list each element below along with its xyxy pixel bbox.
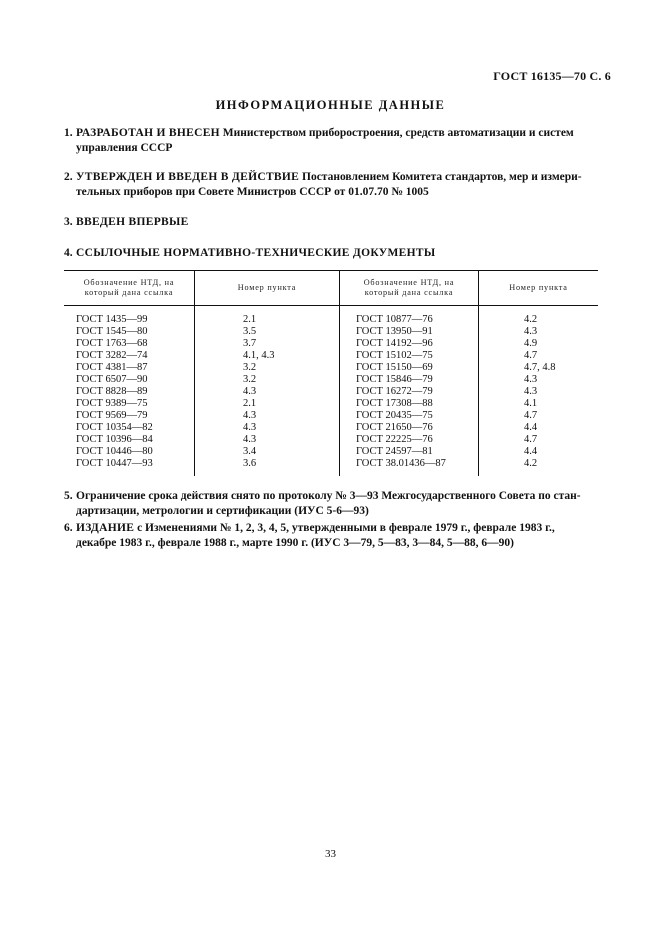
- cell-document: ГОСТ 16272—79: [340, 386, 479, 398]
- item-lead: РАЗРАБОТАН И ВНЕСЕН: [76, 127, 220, 139]
- item-number: 2.: [64, 171, 73, 183]
- item-number: 5.: [64, 490, 73, 502]
- cell-document: ГОСТ 24597—81: [340, 446, 479, 458]
- info-item-1: [64, 126, 604, 156]
- table-row: [64, 398, 598, 410]
- info-item-3: [64, 215, 604, 230]
- table-row: [64, 458, 598, 470]
- item-lead: ССЫЛОЧНЫЕ НОРМАТИВНО-ТЕХНИЧЕСКИЕ ДОКУМЕНТЫ: [76, 247, 436, 259]
- info-item-6: [64, 521, 604, 551]
- cell-document: ГОСТ 1763—68: [64, 338, 195, 350]
- cell-point: 4.7, 4.8: [524, 362, 556, 373]
- cell-document: ГОСТ 3282—74: [64, 350, 195, 362]
- item-number: 3.: [64, 216, 73, 228]
- cell-document: ГОСТ 15102—75: [340, 350, 479, 362]
- cell-point: 4.7: [524, 350, 538, 361]
- cell-document: ГОСТ 9389—75: [64, 398, 195, 410]
- item-number: 1.: [64, 127, 73, 139]
- ntd-reference-table: [64, 270, 598, 476]
- document-code: ГОСТ 16135—70 С. 6: [493, 69, 611, 83]
- item-continuation: дартизации, метрологии и сертификации (ИУС 5-6—93): [76, 505, 369, 517]
- cell-document: ГОСТ 20435—75: [340, 410, 479, 422]
- table-row: [64, 386, 598, 398]
- cell-document: ГОСТ 17308—88: [340, 398, 479, 410]
- cell-point: 4.1: [524, 398, 538, 409]
- table-spacer-row: [64, 470, 598, 476]
- item-lead: ВВЕДЕН ВПЕРВЫЕ: [76, 216, 189, 228]
- cell-point: 4.3: [195, 422, 340, 434]
- table-body: [64, 306, 598, 477]
- page-number: 33: [325, 848, 336, 860]
- cell-point: 3.4: [195, 446, 340, 458]
- cell-document: ГОСТ 6507—90: [64, 374, 195, 386]
- table-row: [64, 434, 598, 446]
- cell-point: 4.3: [524, 326, 538, 337]
- item-continuation: декабре 1983 г., феврале 1988 г., марте 1990 г. (ИУС 3—79, 5—83, 3—84, 5—88, 6—90): [76, 537, 514, 549]
- item-lead: УТВЕРЖДЕН И ВВЕДЕН В ДЕЙСТВИЕ: [76, 171, 300, 183]
- cell-document: ГОСТ 10877—76: [340, 306, 479, 327]
- table-row: [64, 326, 598, 338]
- cell-document: ГОСТ 10354—82: [64, 422, 195, 434]
- cell-document: ГОСТ 4381—87: [64, 362, 195, 374]
- info-item-4: [64, 246, 604, 261]
- cell-point: 4.7: [524, 434, 538, 445]
- item-number: 6.: [64, 522, 73, 534]
- cell-document: ГОСТ 22225—76: [340, 434, 479, 446]
- item-text: Министерством приборостроения, средств автоматизации и систем: [219, 127, 574, 139]
- cell-point: 4.4: [524, 446, 538, 457]
- item-text: с Изменениями № 1, 2, 3, 4, 5, утвержденными в феврале 1979 г., феврале 1983 г.,: [134, 522, 555, 534]
- table-row: [64, 338, 598, 350]
- cell-point: 3.6: [195, 458, 340, 470]
- cell-point: 4.9: [524, 338, 538, 349]
- item-text: Постановлением Комитета стандартов, мер и измери-: [299, 171, 582, 183]
- cell-document: ГОСТ 38.01436—87: [340, 458, 479, 470]
- cell-point: 3.2: [195, 362, 340, 374]
- item-text: Ограничение срока действия снято по протоколу № 3—93 Межгосударственного Совета по стан-: [76, 490, 581, 502]
- cell-document: ГОСТ 15150—69: [340, 362, 479, 374]
- table-header-row: [64, 271, 598, 306]
- table-row: [64, 410, 598, 422]
- table-row: [64, 446, 598, 458]
- cell-document: ГОСТ 1545—80: [64, 326, 195, 338]
- cell-point: 2.1: [195, 398, 340, 410]
- item-lead: ИЗДАНИЕ: [76, 522, 135, 534]
- info-item-2: [64, 170, 604, 200]
- item-continuation: тельных приборов при Совете Министров СССР от 01.07.70 № 1005: [76, 186, 429, 198]
- cell-document: ГОСТ 10446—80: [64, 446, 195, 458]
- cell-point: 3.7: [195, 338, 340, 350]
- cell-document: ГОСТ 13950—91: [340, 326, 479, 338]
- cell-document: ГОСТ 14192—96: [340, 338, 479, 350]
- cell-point: 4.2: [524, 314, 538, 325]
- cell-document: ГОСТ 10396—84: [64, 434, 195, 446]
- column-header-document: Обозначение НТД, на который дана ссылка: [340, 271, 479, 306]
- table-row: [64, 422, 598, 434]
- cell-point: 4.1, 4.3: [195, 350, 340, 362]
- cell-point: 4.3: [195, 386, 340, 398]
- cell-document: ГОСТ 15846—79: [340, 374, 479, 386]
- column-header-point: Номер пункта: [195, 271, 340, 306]
- section-title: ИНФОРМАЦИОННЫЕ ДАННЫЕ: [215, 98, 446, 112]
- table-row: [64, 362, 598, 374]
- cell-point: 4.3: [524, 386, 538, 397]
- cell-point: 3.2: [195, 374, 340, 386]
- cell-point: 4.3: [195, 434, 340, 446]
- cell-document: ГОСТ 1435—99: [64, 306, 195, 327]
- column-header-document: Обозначение НТД, на который дана ссылка: [64, 271, 195, 306]
- cell-point: 4.7: [524, 410, 538, 421]
- cell-point: 3.5: [195, 326, 340, 338]
- cell-point: 2.1: [195, 306, 340, 327]
- cell-point: 4.2: [524, 458, 538, 469]
- item-continuation: управления СССР: [76, 142, 173, 154]
- cell-document: ГОСТ 10447—93: [64, 458, 195, 470]
- item-number: 4.: [64, 247, 73, 259]
- table-row: [64, 350, 598, 362]
- column-header-point: Номер пункта: [479, 271, 599, 306]
- table-row: [64, 306, 598, 327]
- info-item-5: [64, 489, 604, 519]
- cell-document: ГОСТ 21650—76: [340, 422, 479, 434]
- cell-point: 4.3: [524, 374, 538, 385]
- cell-document: ГОСТ 9569—79: [64, 410, 195, 422]
- cell-point: 4.3: [195, 410, 340, 422]
- table-row: [64, 374, 598, 386]
- cell-document: ГОСТ 8828—89: [64, 386, 195, 398]
- cell-point: 4.4: [524, 422, 538, 433]
